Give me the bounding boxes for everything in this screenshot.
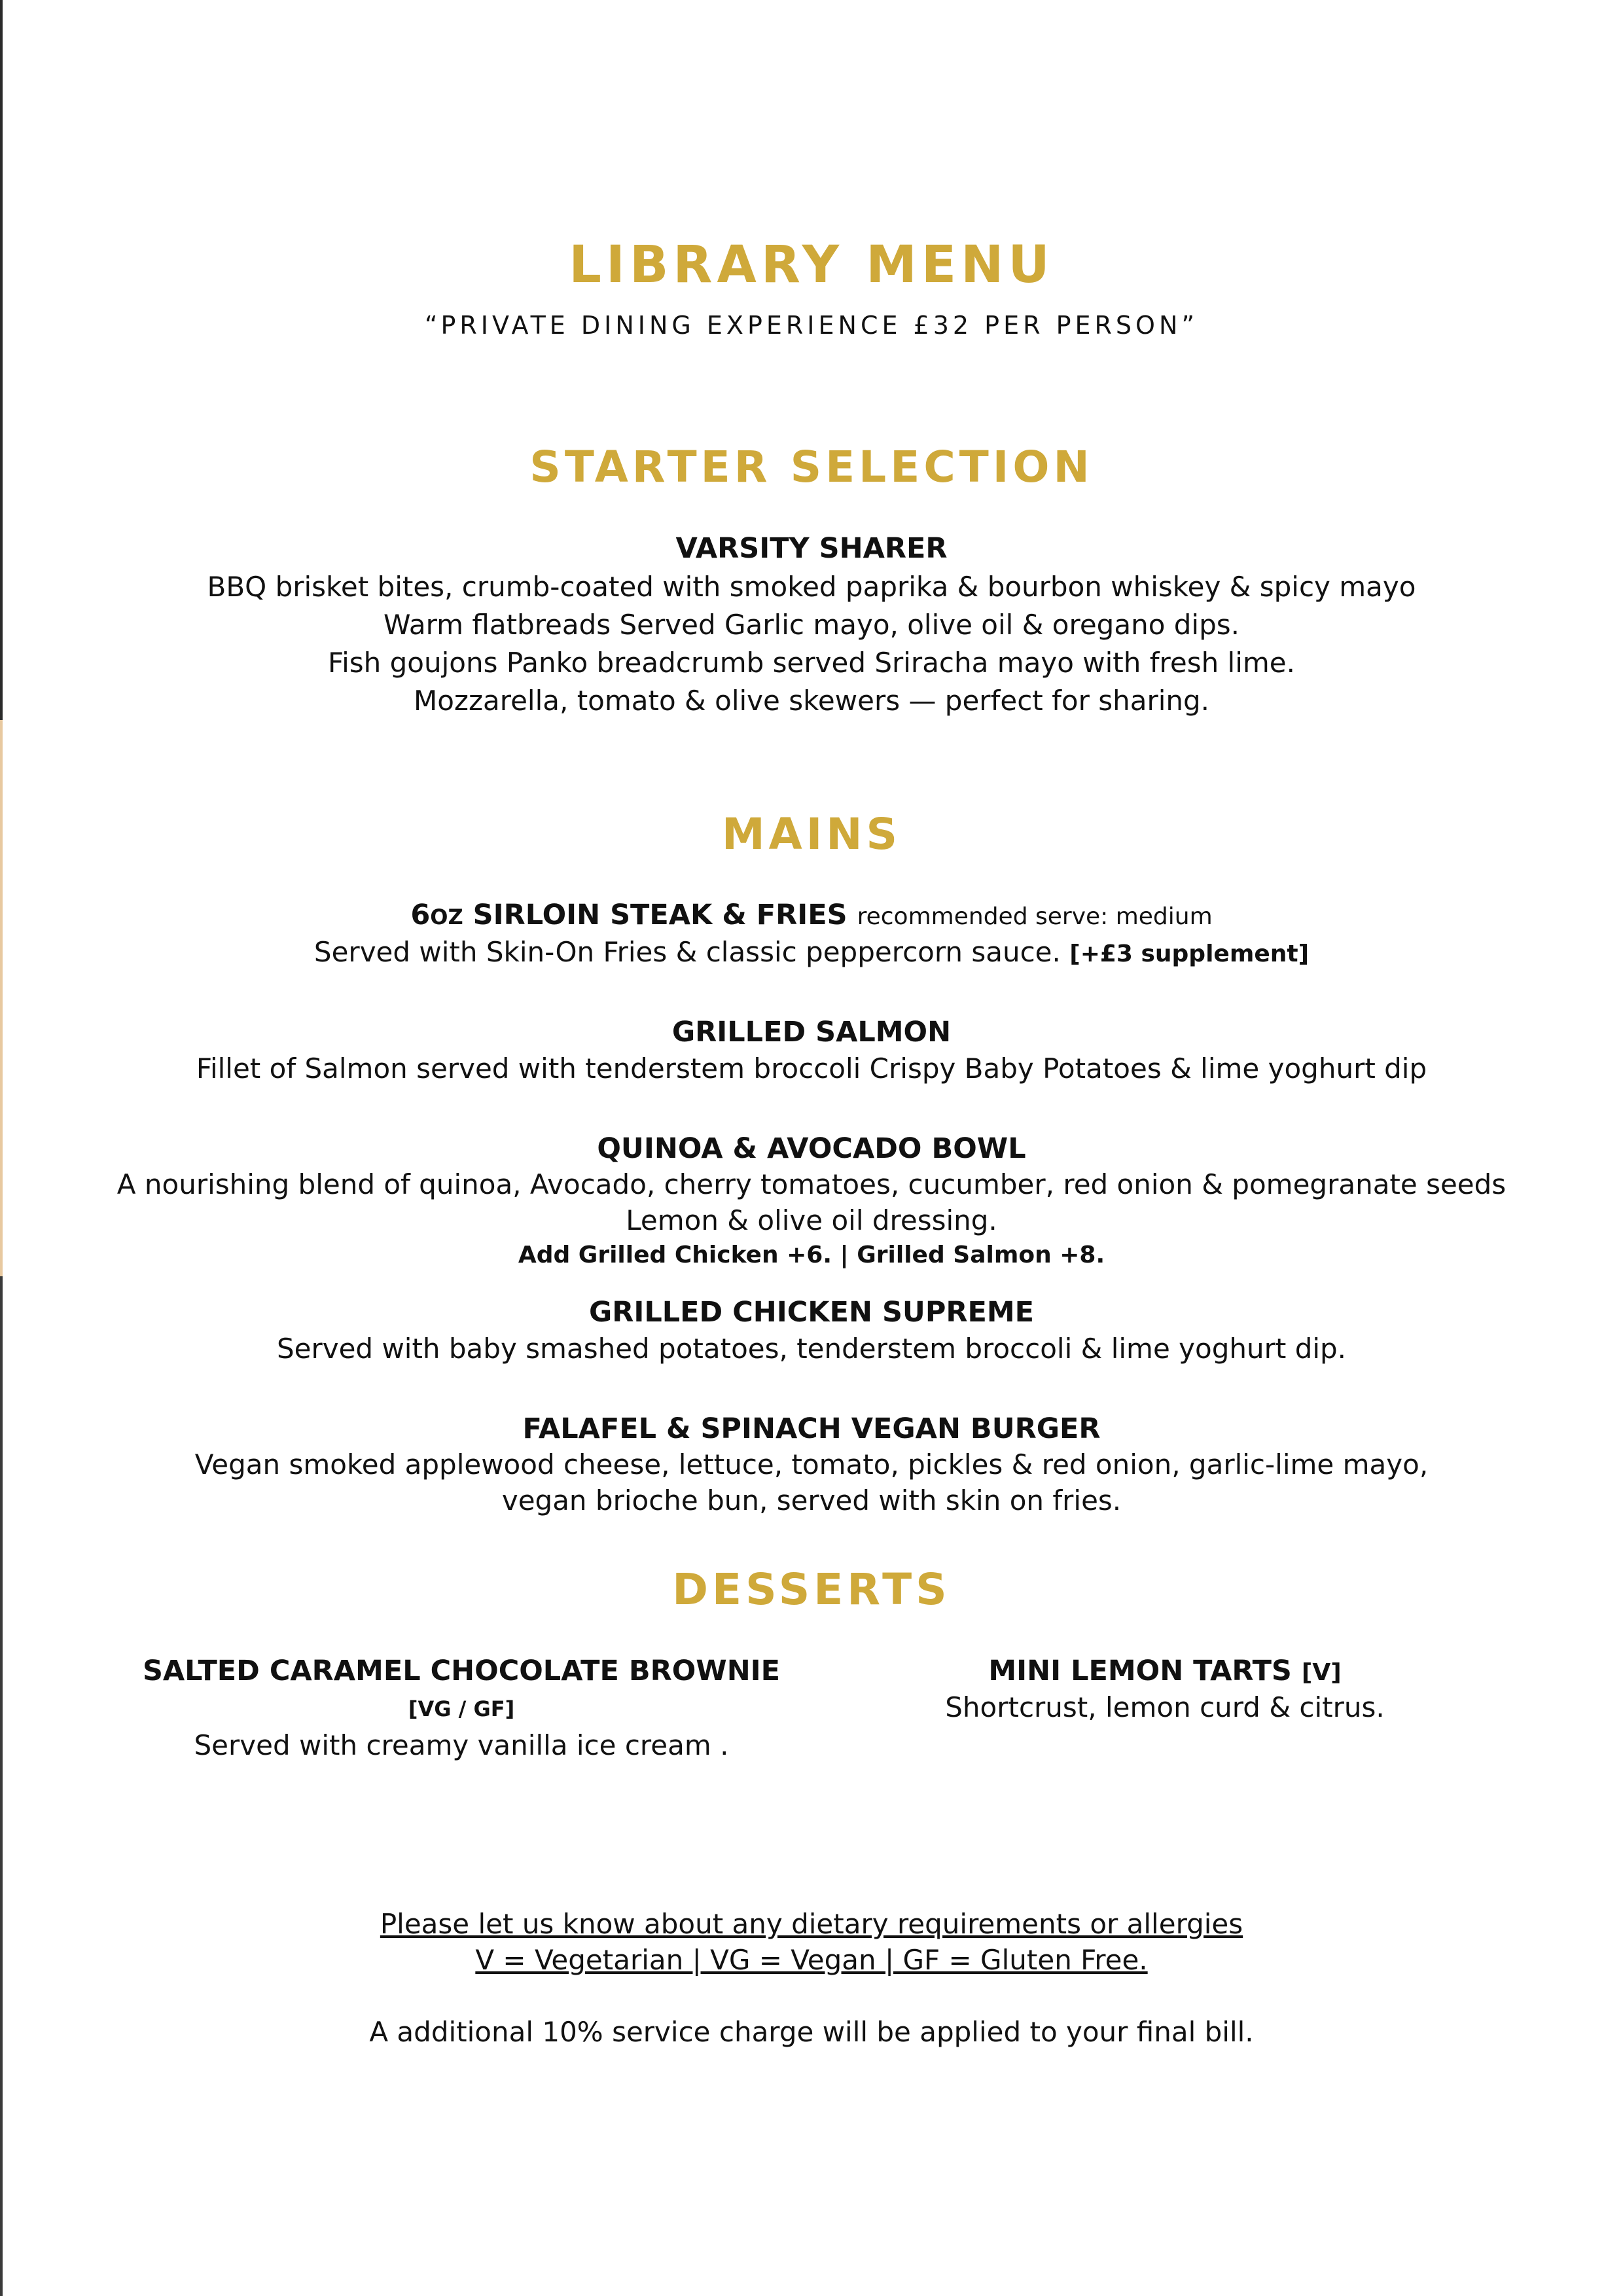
tarts-tag: [V] <box>1301 1659 1342 1686</box>
steak-prefix: 6 <box>410 899 431 931</box>
mains-heading: MAINS <box>721 809 902 859</box>
starter-line: Fish goujons Panko breadcrumb served Sriracha mayo with fresh lime. <box>328 647 1295 679</box>
salmon-name: GRILLED SALMON <box>671 1016 952 1049</box>
tarts-desc: Shortcrust, lemon curd & citrus. <box>945 1691 1385 1723</box>
service-charge-note: A additional 10% service charge will be applied to your final bill. <box>369 2016 1254 2048</box>
menu-subtitle: “PRIVATE DINING EXPERIENCE £32 PER PERSON” <box>424 311 1199 340</box>
dessert-brownie <box>92 1655 831 1761</box>
steak-desc: Served with Skin-On Fries & classic peppercorn sauce. <box>313 936 1061 968</box>
starter-line: BBQ brisket bites, crumb-coated with smoked paprika & bourbon whiskey & spicy mayo <box>207 571 1416 603</box>
chicken-name: GRILLED CHICKEN SUPREME <box>588 1296 1035 1329</box>
steak-desc-line <box>0 936 1623 968</box>
allergy-note: Please let us know about any dietary requirements or allergies <box>380 1908 1243 1940</box>
quinoa-addons: Add Grilled Chicken +6. | Grilled Salmon +8. <box>518 1242 1105 1268</box>
tarts-title-line <box>870 1655 1459 1687</box>
dietary-key: V = Vegetarian | VG = Vegan | GF = Gluten Free. <box>475 1944 1148 1976</box>
starter-item-name: VARSITY SHARER <box>675 532 948 565</box>
steak-title-line <box>0 899 1623 931</box>
quinoa-name: QUINOA & AVOCADO BOWL <box>597 1132 1026 1165</box>
brownie-name: SALTED CARAMEL CHOCOLATE BROWNIE <box>142 1655 781 1687</box>
starter-heading: STARTER SELECTION <box>529 442 1094 492</box>
steak-oz: OZ <box>430 905 463 929</box>
steak-name: SIRLOIN STEAK & FRIES <box>473 899 847 931</box>
dessert-tarts <box>870 1655 1459 1723</box>
steak-supplement: [+£3 supplement] <box>1069 941 1310 967</box>
steak-serve-note: recommended serve: medium <box>857 903 1213 930</box>
burger-desc: Vegan smoked applewood cheese, lettuce, tomato, pickles & red onion, garlic-lime mayo, <box>194 1448 1429 1480</box>
burger-name: FALAFEL & SPINACH VEGAN BURGER <box>522 1412 1101 1445</box>
menu-title: LIBRARY MENU <box>569 236 1054 295</box>
brownie-desc: Served with creamy vanilla ice cream . <box>194 1729 729 1761</box>
quinoa-dressing: Lemon & olive oil dressing. <box>626 1204 997 1236</box>
salmon-desc: Fillet of Salmon served with tenderstem broccoli Crispy Baby Potatoes & lime yoghurt dip <box>196 1052 1427 1085</box>
starter-line: Warm flatbreads Served Garlic mayo, olive oil & oregano dips. <box>383 609 1240 641</box>
quinoa-desc: A nourishing blend of quinoa, Avocado, cherry tomatoes, cucumber, red onion & pomegranate seeds <box>116 1168 1507 1200</box>
tarts-name: MINI LEMON TARTS <box>988 1655 1292 1687</box>
starter-line: Mozzarella, tomato & olive skewers — perfect for sharing. <box>413 685 1210 717</box>
burger-desc-2: vegan brioche bun, served with skin on fries. <box>501 1484 1122 1516</box>
chicken-desc: Served with baby smashed potatoes, tenderstem broccoli & lime yoghurt dip. <box>276 1333 1347 1365</box>
desserts-heading: DESSERTS <box>672 1564 951 1615</box>
brownie-tag: [VG / GF] <box>408 1696 515 1721</box>
